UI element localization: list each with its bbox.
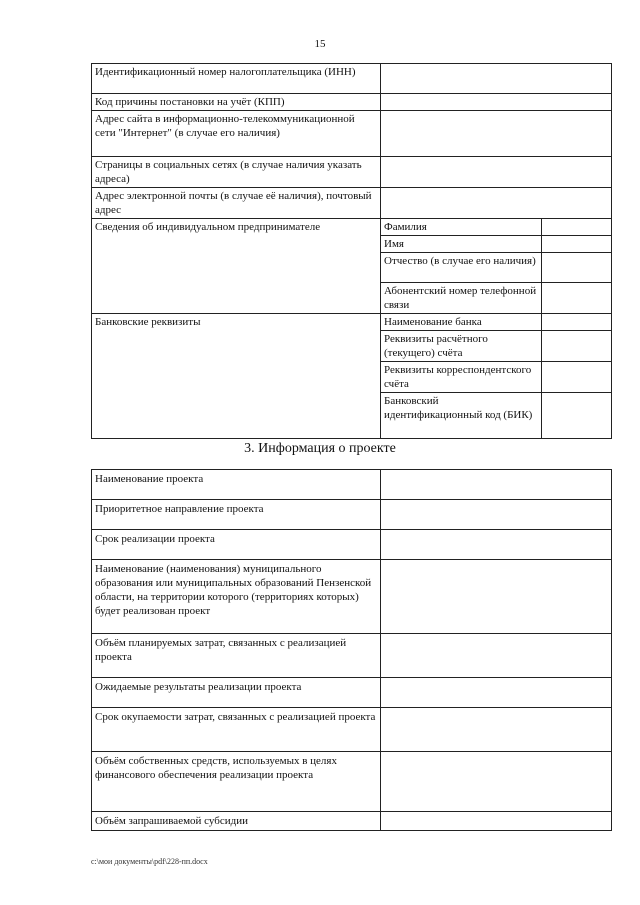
bank-field-name: Наименование банка [381,314,542,331]
entrepreneur-value-phone[interactable] [542,283,612,314]
table-row [92,812,612,831]
project-value-term[interactable] [381,530,612,560]
project-label-priority: Приоритетное направление проекта [92,500,381,530]
project-value-priority[interactable] [381,500,612,530]
table-row [92,470,612,500]
project-label-own-funds: Объём собственных средств, используемых в целях финансового обеспечения реализации проекта [92,752,381,812]
entrepreneur-field-name: Имя [381,236,542,253]
page-number: 15 [314,38,326,50]
table-row [92,752,612,812]
row-value-kpp[interactable] [381,94,612,111]
bank-field-corr-account: Реквизиты корреспондентского счёта [381,362,542,393]
row-value-social[interactable] [381,157,612,188]
row-label-kpp: Код причины постановки на учёт (КПП) [92,94,381,111]
project-label-municipality: Наименование (наименования) муниципального образования или муниципальных образований Пензенской области, на территории которого (территориях которых) будет реализован проект [92,560,381,634]
project-label-name: Наименование проекта [92,470,381,500]
project-value-payback[interactable] [381,708,612,752]
project-info-table [91,469,612,831]
row-label-inn: Идентификационный номер налогоплательщика (ИНН) [92,64,381,94]
project-label-results: Ожидаемые результаты реализации проекта [92,678,381,708]
row-label-email: Адрес электронной почты (в случае её наличия), почтовый адрес [92,188,381,219]
bank-value-bik[interactable] [542,393,612,439]
bank-value-account[interactable] [542,331,612,362]
table-row [92,500,612,530]
project-label-term: Срок реализации проекта [92,530,381,560]
table-row [92,634,612,678]
bank-label: Банковские реквизиты [92,314,381,439]
table-row [92,219,612,236]
bank-field-bik: Банковский идентификационный код (БИК) [381,393,542,439]
table-row [92,111,612,157]
table-row [92,530,612,560]
row-label-social: Страницы в социальных сетях (в случае наличия указать адреса) [92,157,381,188]
bank-value-corr-account[interactable] [542,362,612,393]
entrepreneur-label: Сведения об индивидуальном предпринимателе [92,219,381,314]
project-value-own-funds[interactable] [381,752,612,812]
project-value-costs[interactable] [381,634,612,678]
table-row [92,560,612,634]
applicant-info-table [91,63,612,439]
project-value-results[interactable] [381,678,612,708]
project-value-name[interactable] [381,470,612,500]
project-label-payback: Срок окупаемости затрат, связанных с реализацией проекта [92,708,381,752]
bank-value-name[interactable] [542,314,612,331]
table-row [92,708,612,752]
project-label-subsidy: Объём запрашиваемой субсидии [92,812,381,831]
entrepreneur-value-surname[interactable] [542,219,612,236]
table-row [92,157,612,188]
table-row [92,678,612,708]
entrepreneur-value-name[interactable] [542,236,612,253]
table-row [92,188,612,219]
section-heading: 3. Информация о проекте [244,441,396,456]
table-row [92,64,612,94]
footer-file-path: c:\мои документы\pdf\228-пп.docx [91,857,208,866]
entrepreneur-field-patronymic: Отчество (в случае его наличия) [381,253,542,283]
row-value-inn[interactable] [381,64,612,94]
row-value-email[interactable] [381,188,612,219]
table-row [92,94,612,111]
entrepreneur-value-patronymic[interactable] [542,253,612,283]
row-value-website[interactable] [381,111,612,157]
project-value-subsidy[interactable] [381,812,612,831]
table-row [92,314,612,331]
project-value-municipality[interactable] [381,560,612,634]
entrepreneur-field-surname: Фамилия [381,219,542,236]
bank-field-account: Реквизиты расчётного (текущего) счёта [381,331,542,362]
project-label-costs: Объём планируемых затрат, связанных с реализацией проекта [92,634,381,678]
entrepreneur-field-phone: Абонентский номер телефонной связи [381,283,542,314]
row-label-website: Адрес сайта в информационно-телекоммуникационной сети "Интернет" (в случае его наличия) [92,111,381,157]
